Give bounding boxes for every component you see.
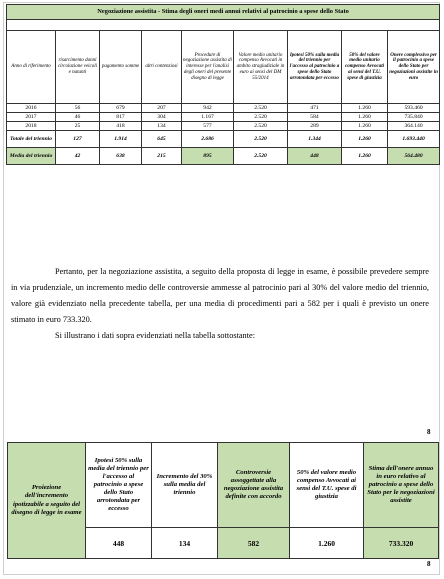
- table-cell: 2.520: [234, 113, 288, 122]
- table-cell: Media del triennio: [7, 148, 56, 165]
- projection-header-row: [8, 443, 439, 528]
- table-header-row: [7, 31, 440, 104]
- table-cell: 289: [288, 122, 342, 131]
- body-paragraph-intro: Si illustrano i dati sopra evidenziati nella tabella sottostante:: [55, 331, 255, 340]
- page-number-footer: 8: [427, 560, 431, 568]
- table-cell: 645: [142, 131, 182, 148]
- table-cell: 942: [182, 104, 234, 113]
- header-cell: pagamento somme: [100, 31, 142, 104]
- table-cell: 577: [182, 122, 234, 131]
- table-cell: 584: [288, 113, 342, 122]
- header-cell: Anno di riferimento: [7, 31, 56, 104]
- table-cell: 2.520: [234, 104, 288, 113]
- table-row: [7, 113, 440, 122]
- body-paragraph: Pertanto, per la negoziazione assistita, a seguito della proposta di legge in esame, è possibile prevedere sempre in via prudenziale, un incremento medio delle controversie ammesse al patrocinio pari al 30% del valore medio del triennio, valore già evidenziato nella precedente tabella, per una media di procedimenti pari a 582 per i quali è previsto un onere stimato in euro 733.320.: [11, 267, 429, 324]
- header-cell: Onere complessivo per il patrocinio a spese dello Stato per negoziazioni assistite in euro: [388, 31, 440, 104]
- header-cell: risarcimento danni circolazione veicoli e natanti: [56, 31, 100, 104]
- header-cell: Ipotesi 50% sulla media del triennio per l'accesso al patrocinio a spese dello Stato arrotondata per eccesso: [86, 443, 152, 528]
- table-cell: 134: [152, 528, 218, 559]
- table-cell: 2.520: [234, 148, 288, 165]
- table-cell: 1.260: [342, 122, 388, 131]
- table-cell: 1.260: [290, 528, 364, 559]
- table-cell: 2018: [7, 122, 56, 131]
- table-cell: 1.344: [288, 131, 342, 148]
- table-cell: 46: [56, 113, 100, 122]
- header-cell: Stima dell'onere annuo in euro relativo al patrocinio a spese dello Stato per le negoziazioni assistite: [364, 443, 439, 528]
- table-cell: 364.140: [388, 122, 440, 131]
- page-number: 8: [427, 428, 431, 436]
- table-cell: 679: [100, 104, 142, 113]
- header-cell: Procedure di negoziazione assistita di interesse per l'analisi degli oneri del presente disegno di legge: [182, 31, 234, 104]
- table-cell: 56: [56, 104, 100, 113]
- table-cell: 304: [142, 113, 182, 122]
- header-cell: Incremento del 30% sulla media del triennio: [152, 443, 218, 528]
- table-cell: 1.693.440: [388, 131, 440, 148]
- table-cell: 471: [288, 104, 342, 113]
- table-cell: 1.260: [342, 148, 388, 165]
- header-cell: 50% del valore medio compenso Avvocati ai sensi del T.U. spese di giustizia: [290, 443, 364, 528]
- table-cell: 418: [100, 122, 142, 131]
- cost-estimate-table: [6, 4, 440, 165]
- table-cell: 215: [142, 148, 182, 165]
- header-cell: 50% del valore medio unitario compenso Avvocati ai sensi del T.U. spese di giustizia: [342, 31, 388, 104]
- table-cell: 207: [142, 104, 182, 113]
- table-cell: 735.840: [388, 113, 440, 122]
- table-cell: 564.480: [388, 148, 440, 165]
- table-cell: 25: [56, 122, 100, 131]
- table-cell: 582: [218, 528, 290, 559]
- table-cell: 1.167: [182, 113, 234, 122]
- table-cell: 448: [288, 148, 342, 165]
- header-cell: Controversie assoggettate alla negoziazione assistita definite con accordo: [218, 443, 290, 528]
- average-row: [7, 148, 440, 165]
- table-cell: 1.914: [100, 131, 142, 148]
- table-cell: 42: [56, 148, 100, 165]
- table-cell: Totale del triennio: [7, 131, 56, 148]
- table-cell: 2016: [7, 104, 56, 113]
- table-cell: 593.460: [388, 104, 440, 113]
- table-cell: 2017: [7, 113, 56, 122]
- table-cell: 1.260: [342, 104, 388, 113]
- table-row: [7, 122, 440, 131]
- table-title: Negoziazione assistita - Stima degli oneri medi annui relativi al patrocinio a spese dello Stato: [7, 5, 440, 20]
- total-row: [7, 131, 440, 148]
- header-cell: Valore medio unitario compenso Avvocati in ambito stragiudiziale in euro ai sensi del DM 55/2014: [234, 31, 288, 104]
- table-cell: 2.520: [234, 122, 288, 131]
- table-cell: 134: [142, 122, 182, 131]
- table-cell: 2.686: [182, 131, 234, 148]
- table-cell: 817: [100, 113, 142, 122]
- table-cell: 733.320: [364, 528, 439, 559]
- table-cell: 895: [182, 148, 234, 165]
- table-cell: 1.260: [342, 131, 388, 148]
- header-cell: Ipotesi 50% sulla media del triennio per l'accesso al patrocinio a spese dello Stato arrotondata per eccesso: [288, 31, 342, 104]
- table-cell: 127: [56, 131, 100, 148]
- table-cell: 2.520: [234, 131, 288, 148]
- header-cell: altri contenziosi: [142, 31, 182, 104]
- projection-side-label: Proiezione dell'incremento ipotizzabile a seguito del disegno di legge in esame: [8, 443, 86, 559]
- table-row: [7, 104, 440, 113]
- projection-table: [7, 442, 439, 559]
- table-cell: 448: [86, 528, 152, 559]
- table-cell: 1.260: [342, 113, 388, 122]
- table-cell: 638: [100, 148, 142, 165]
